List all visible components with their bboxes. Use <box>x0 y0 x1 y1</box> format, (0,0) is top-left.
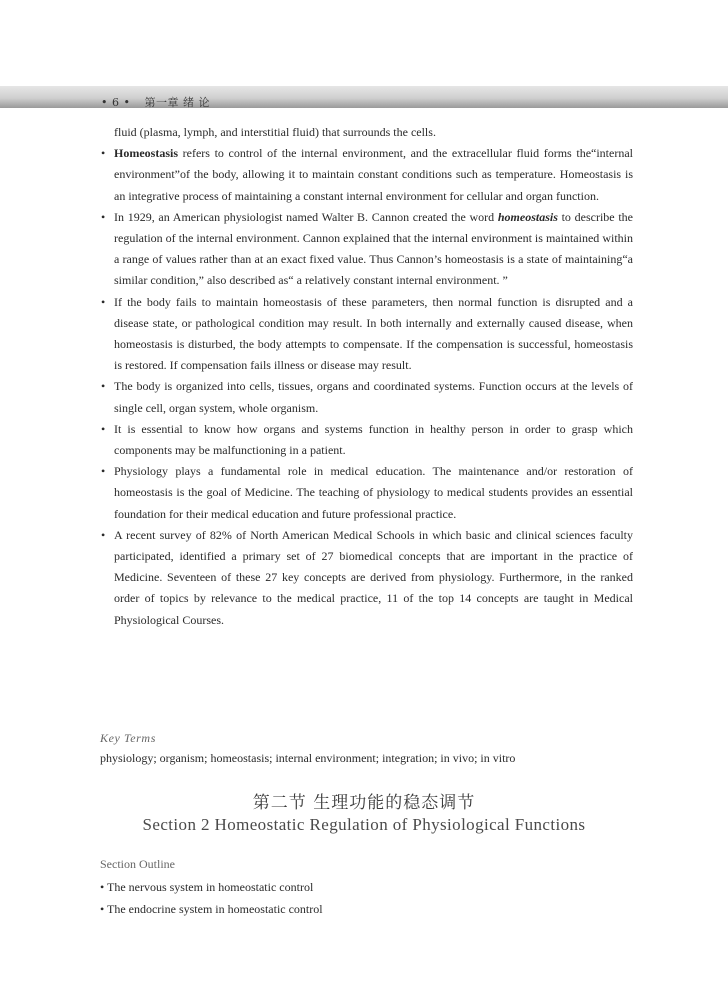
bullet-text: If the body fails to maintain homeostasis of these parameters, then normal function is disrupted and a disease state, or pathological condition may result. In both internally and externally caused disease, when homeostasis is disturbed, the body attempts to compensate. If the compensation is successful, homeostasis is restored. If compensation fails illness or disease may result. <box>114 294 633 373</box>
bullet-icon: • <box>101 146 106 161</box>
bullet-homeostasis-definition <box>100 143 633 207</box>
chapter-title: 第一章 绪 论 <box>144 96 210 109</box>
bullet-survey <box>100 525 633 631</box>
intro-paragraph: fluid (plasma, lymph, and interstitial fluid) that surrounds the cells. <box>114 125 436 139</box>
bullet-organization <box>100 376 633 418</box>
bullet-text-pre: In 1929, an American physiologist named Walter B. Cannon created the word <box>114 209 498 224</box>
bullet-icon: • <box>100 901 107 916</box>
bullet-icon: • <box>101 294 106 309</box>
section-title-chinese: 第二节 生理功能的稳态调节 <box>252 793 476 813</box>
bullet-icon: • <box>101 379 106 394</box>
bullet-icon: • <box>101 209 106 224</box>
bullet-text: It is essential to know how organs and systems function in healthy person in order to grasp which components may be malfunctioning in a patient. <box>114 421 633 458</box>
page-number: • 6 • <box>101 96 131 109</box>
section-title-english: Section 2 Homeostatic Regulation of Physiological Functions <box>142 815 586 834</box>
outline-item: • The nervous system in homeostatic control <box>100 880 314 894</box>
main-text <box>100 122 633 631</box>
term-homeostasis-italic: homeostasis <box>497 209 558 224</box>
bullet-text-post: to describe the regulation of the internal environment. Cannon explained that the internal environment is maintained within a range of values rather than at an exact fixed value. Thus Cannon’s homeostasis is a state of maintaining“a similar condition,” also described as“ a relatively constant internal environment. ” <box>114 209 633 288</box>
bullet-icon: • <box>101 464 106 479</box>
section-outline-list <box>100 877 323 920</box>
key-terms-text: physiology; organism; homeostasis; internal environment; integration; in vivo; in vitro <box>100 751 516 765</box>
bullet-disease <box>100 292 633 377</box>
bullet-cannon <box>100 207 633 292</box>
outline-item: • The endocrine system in homeostatic control <box>100 901 323 916</box>
key-terms-label: Key Terms <box>100 731 156 745</box>
section-outline-label: Section Outline <box>100 857 175 871</box>
bullet-essential <box>100 419 633 461</box>
bullet-education <box>100 461 633 525</box>
page-header <box>101 94 210 110</box>
bullet-icon: • <box>100 880 107 894</box>
term-homeostasis: Homeostasis <box>114 146 178 161</box>
bullet-text: The body is organized into cells, tissues, organs and coordinated systems. Function occurs at the levels of single cell, organ system, whole organism. <box>114 379 633 415</box>
bullet-text: A recent survey of 82% of North American Medical Schools in which basic and clinical sciences faculty participated, identified a primary set of 27 biomedical concepts that are important in the practice of Medicine. Seventeen of these 27 key concepts are derived from physiology. Furthermore, in the ranked order of topics by relevance to the medical practice, 11 of the top 14 concepts are taught in Medical Physiological Courses. <box>114 527 633 627</box>
bullet-icon: • <box>101 421 106 436</box>
bullet-icon: • <box>101 527 106 542</box>
bullet-text: refers to control of the internal environment, and the extracellular fluid forms the“internal environment”of the body, allowing it to maintain constant conditions such as temperature. Homeostasis is an integrative process of maintaining a constant internal environment for cellular and organ function. <box>114 146 633 203</box>
bullet-text: Physiology plays a fundamental role in medical education. The maintenance and/or restoration of homeostasis is the goal of Medicine. The teaching of physiology to medical students provides an essential foundation for their medical education and future professional practice. <box>114 464 633 521</box>
